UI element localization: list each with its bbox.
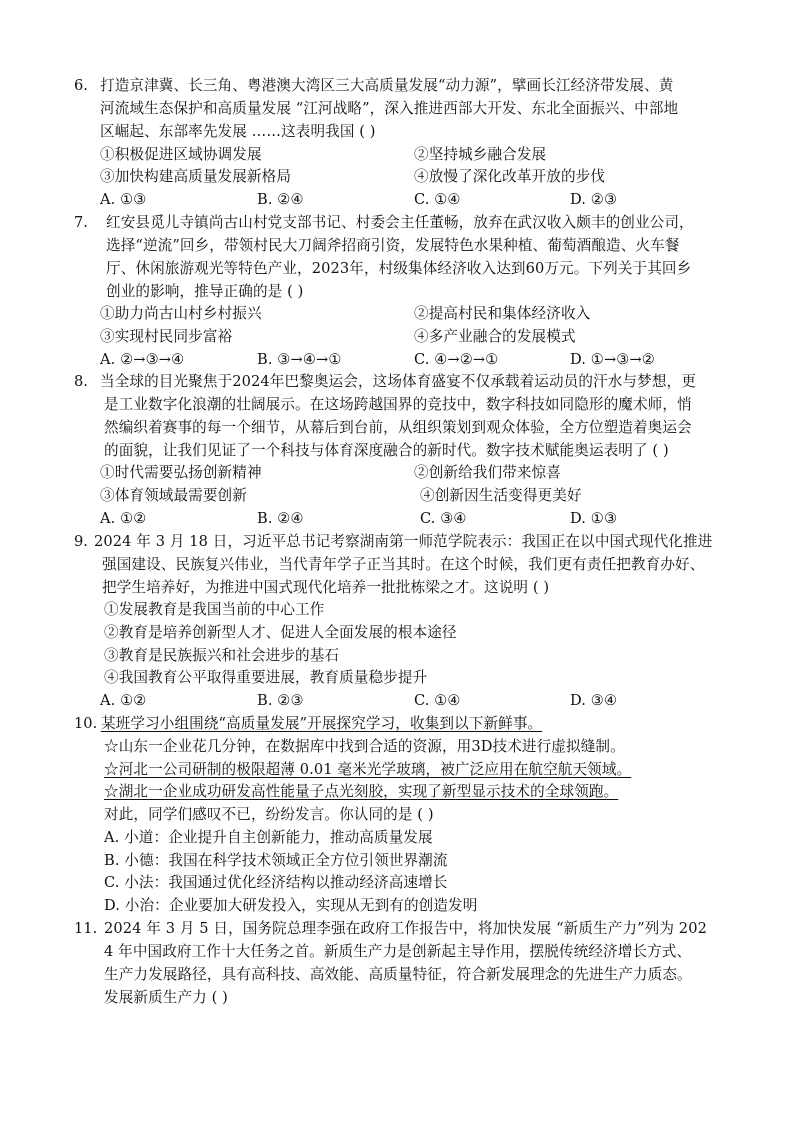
q6-choice-b[interactable]: B. ②④ (257, 191, 304, 208)
q7-number: 7. (74, 214, 88, 231)
q9-option-2: ②教育是培养创新型人才、促进人全面发展的根本途径 (104, 624, 457, 641)
q7-option-3: ③实现村民同步富裕 (100, 328, 233, 345)
q6-number: 6. (74, 77, 88, 94)
q6-option-4: ④放慢了深化改革开放的步伐 (414, 168, 606, 185)
q7-stem-line-3: 厅、休闲旅游观光等特色产业，2023年，村级集体经济收入达到60万元。下列关于其回乡 (106, 260, 692, 277)
q10-choice-c[interactable]: C. 小法：我国通过优化经济结构以推动经济高速增长 (104, 874, 448, 891)
q6-choice-a[interactable]: A. ①③ (100, 191, 147, 208)
q11-stem-line-2: 4 年中国政府工作十大任务之首。新质生产力是创新起主导作用，摆脱传统经济增长方式、 (104, 943, 692, 960)
q6-stem-line-2: 河流域生态保护和高质量发展 “江河战略”，深入推进西部大开发、东北全面振兴、中部地 (100, 100, 679, 117)
q7-option-2: ②提高村民和集体经济收入 (414, 305, 591, 322)
q11-stem-line-1: 2024 年 3 月 5 日，国务院总理李强在政府工作报告中，将加快发展 “新质生产力”列为 202 (104, 920, 707, 937)
q10-choice-a[interactable]: A. 小道：企业提升自主创新能力，推动高质量发展 (104, 829, 433, 846)
q6-option-1: ①积极促进区域协调发展 (100, 146, 262, 163)
q9-choice-d[interactable]: D. ③④ (570, 692, 618, 709)
q9-number: 9. (74, 533, 88, 550)
q8-choice-c[interactable]: C. ③④ (420, 510, 467, 527)
q8-choice-d[interactable]: D. ①③ (570, 510, 618, 527)
q9-option-4: ④我国教育公平取得重要进展，教育质量稳步提升 (104, 669, 428, 686)
q6-stem-line-3: 区崛起、东部率先发展 ……这表明我国 ( ) (100, 123, 376, 140)
q8-number: 8. (74, 373, 88, 390)
q6-option-3: ③加快构建高质量发展新格局 (100, 168, 292, 185)
q10-stem: 某班学习小组围绕“高质量发展”开展探究学习，收集到以下新鲜事。 (101, 715, 543, 732)
q10-choice-b[interactable]: B. 小德：我国在科学技术领域正全方位引领世界潮流 (104, 852, 448, 869)
q8-option-1: ①时代需要弘扬创新精神 (100, 464, 262, 481)
q10-number: 10. (74, 715, 98, 732)
q6-choice-d[interactable]: D. ②③ (570, 191, 618, 208)
q9-choice-b[interactable]: B. ②③ (257, 692, 304, 709)
q9-stem-line-1: 2024 年 3 月 18 日，习近平总书记考察湖南第一师范学院表示：我国正在以中国式现代化推进 (94, 533, 713, 550)
q7-choice-a[interactable]: A. ②→③→④ (100, 351, 185, 368)
q11-number: 11. (74, 920, 98, 937)
q8-choice-a[interactable]: A. ①② (100, 510, 147, 527)
q7-choice-b[interactable]: B. ③→④→① (257, 351, 342, 368)
q10-prompt: 对此，同学们感叹不已，纷纷发言。你认同的是 ( ) (104, 806, 434, 823)
q11-stem-line-4: 发展新质生产力 ( ) (104, 989, 228, 1006)
q9-choice-c[interactable]: C. ①④ (414, 692, 461, 709)
q10-choice-d[interactable]: D. 小治：企业要加大研发投入，实现从无到有的创造发明 (104, 897, 478, 914)
q7-option-4: ④多产业融合的发展模式 (414, 328, 576, 345)
q6-option-2: ②坚持城乡融合发展 (414, 146, 547, 163)
q8-option-3: ③体育领域最需要创新 (100, 487, 247, 504)
q7-stem-line-2: 选择“逆流”回乡，带领村民大刀阔斧招商引资，发展特色水果种植、葡萄酒酿造、火车餐 (106, 237, 680, 254)
q11-stem-line-3: 生产力发展路径，具有高科技、高效能、高质量特征，符合新发展理念的先进生产力质态。 (104, 966, 692, 983)
q8-option-2: ②创新给我们带来惊喜 (414, 464, 561, 481)
q6-stem-line-1: 打造京津冀、长三角、粤港澳大湾区三大高质量发展“动力源”，擘画长江经济带发展、黄 (100, 77, 674, 94)
q7-choice-d[interactable]: D. ①→③→② (570, 351, 655, 368)
q6-choice-c[interactable]: C. ①④ (414, 191, 461, 208)
q8-stem-line-2: 是工业数字化浪潮的壮阔展示。在这场跨越国界的竞技中，数字科技如同隐形的魔术师，悄 (104, 396, 692, 413)
q10-news-3: ☆湖北一企业成功研发高性能量子点光刻胶，实现了新型显示技术的全球领跑。 (104, 783, 619, 800)
q8-choice-b[interactable]: B. ②④ (257, 510, 304, 527)
q9-stem-line-2: 强国建设、民族复兴伟业，当代青年学子正当其时。在这个时候，我们更有责任把教育办好、 (102, 556, 705, 573)
q9-stem-line-3: 把学生培养好，为推进中国式现代化培养一批批栋梁之才。这说明 ( ) (102, 579, 550, 596)
q7-stem-line-4: 创业的影响，推导正确的是 ( ) (106, 283, 304, 300)
q9-option-1: ①发展教育是我国当前的中心工作 (104, 601, 325, 618)
q9-choice-a[interactable]: A. ①② (100, 692, 147, 709)
q10-news-1: ☆山东一企业花几分钟，在数据库中找到合适的资源，用3D技术进行虚拟缝制。 (104, 738, 625, 755)
q7-option-1: ①助力尚古山村乡村振兴 (100, 305, 262, 322)
q10-news-2: ☆河北一公司研制的极限超薄 0.01 毫米光学玻璃，被广泛应用在航空航天领域。 (104, 761, 632, 778)
q8-stem-line-3: 然编织着赛事的每一个细节，从幕后到台前，从组织策划到观众体验，全方位塑造着奥运会 (104, 419, 692, 436)
q7-choice-c[interactable]: C. ④→②→① (414, 351, 499, 368)
q8-stem-line-1: 当全球的目光聚焦于2024年巴黎奥运会，这场体育盛宴不仅承载着运动员的汗水与梦想，更 (100, 373, 696, 390)
q9-option-3: ③教育是民族振兴和社会进步的基石 (104, 647, 340, 664)
q8-stem-line-4: 的面貌，让我们见证了一个科技与体育深度融合的新时代。数字技术赋能奥运表明了 ( ) (104, 442, 669, 459)
q7-stem-line-1: 红安县觅儿寺镇尚古山村党支部书记、村委会主任董畅，放弃在武汉收入颇丰的创业公司， (106, 214, 694, 231)
q8-option-4: ④创新因生活变得更美好 (420, 487, 582, 504)
